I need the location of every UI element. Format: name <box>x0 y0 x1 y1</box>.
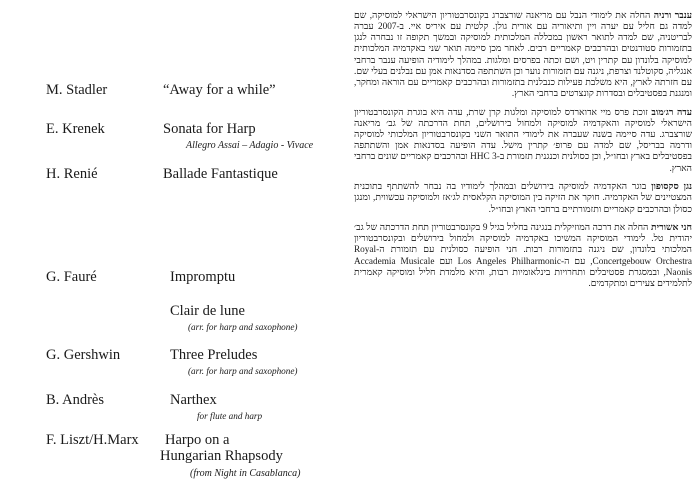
program-listing <box>0 0 345 500</box>
program-item-title: Ballade Fantastique <box>163 166 278 182</box>
program-item-subtitle: Allegro Assai – Adagio - Vivace <box>186 140 314 151</box>
program-item-composer: B. Andrès <box>46 392 104 408</box>
program-item-subtitle: (arr. for harp and saxophone) <box>188 322 298 332</box>
program-item-subtitle: for flute and harp <box>197 411 263 421</box>
program-item-composer: G. Fauré <box>46 269 97 285</box>
program-item-title-line2: Hungarian Rhapsody <box>160 448 283 464</box>
program-item-composer: H. Renié <box>46 166 98 182</box>
program-item-composer: G. Gershwin <box>46 347 121 363</box>
program-item-title: Impromptu <box>170 269 236 285</box>
program-item-title: “Away for a while” <box>163 82 276 98</box>
bio-paragraph <box>354 223 692 290</box>
bio-text: החלה את דרכה המוזיקלית בנגינה בחליל בגיל 9 בקונסרבטוריון תחת הדרכתה של גב׳ יהודית טל. לימודי המוסיקה המשיכו באקדמיה למוסיקה ולמחול בירושלים ובקונסרבטוריון המלכותי בלונדון, שם ניגנה בתזמורות רבות. חני הופיעה כסולנית עם תזמורת ה-Royal Concertgebouw Orchestra, עם ה-Los Angeles Philharmonic ועם Accademia Musicale Naonis, ובמסגרת פסטיבלים ותחרויות בינלאומיות רבות, והיא מלמדת חליל ומוסיקה קאמרית לתלמידים צעירים ומתקדמים. <box>354 223 692 289</box>
bio-text: זוכת פרס מיי אדוארדס למוסיקה ומלגות קרן שרת, עדה היא בוגרת הקונסרבטוריון הישראלי למוסיקה והאקדמיה למוסיקה ולמחול בירושלים, תחת הדרכתה של גב׳ מריאנה שורצברג. עדה סיימה בשנה שעברה את לימודי התואר השני בקונסרבטוריון המלכותי למוסיקה ודרמה בבריסל, שם למדה עם פרופ׳ קתרין מישל. עדה הופיעה בסדנאות אמן והשתתפה בפסטיבלים בארץ ובחו״ל, וכן כסולנית וכנגנית תזמורת ב-HHC 3 ובהרכבים קאמריים שונים ברחבי הארץ. <box>354 107 692 174</box>
bio-name: עדה רג׳מוב <box>651 107 692 118</box>
bio-text: החלה את לימודי הנבל עם מריאנה שורצברג בקונסרבטוריון הישראלי למוסיקה, שם למדה גם חליל עם יערה ויין ותיאוריה עם אורית גולן. קלטית עם איריס איי. ב-2007 עברה לבריטניה, שם למדה לתואר ראשון במכללה המלכותית למוסיקה ובמשך תקופה זו נבחרה לנגן בתזמורות סטודנטים ובהרכבים קאמריים רבים. לאחר מכן סיימה תואר שני באקדמיה המלכותית למוסיקה בלונדון עם קתרין ויט, ושם זכתה בפרסים ומלגות. במהלך לימודיה הופיעה ענבר ברחבי אנגליה, סקוטלנד וצרפת, ניגנה עם תזמורות נוער וכן השתתפה בסדנאות אמן עם נבלנים בעלי שם. עם חזרתה לארץ, היא משלבת פעילות כנבלנית בתזמורות ובהרכבים קאמריים עם הוראה ומחקר, ומנגנת בפסטיבלים ובסדרות קונצרטים ברחבי הארץ. <box>354 11 692 100</box>
bio-name: נגן סקסופון <box>651 182 692 193</box>
program-item-title: Sonata for Harp <box>163 121 256 137</box>
bio-paragraph <box>354 11 692 100</box>
program-item-title: Clair de lune <box>170 303 245 319</box>
bio-name: חני אשורית <box>651 223 692 234</box>
bio-text: בוגר האקדמיה למוסיקה בירושלים ובמהלך לימודיו בה נבחר להשתתף בתוכנית המצטיינים של האקדמיה. חוקר את הזיקה בין המוסיקה הקלאסית לג׳אז ולמוסיקה עכשווית, ומנגן כסולן ובהרכבים קאמריים ותזמורתיים ברחבי הארץ ובחו״ל. <box>354 182 692 215</box>
program-item-title: Three Preludes <box>170 347 258 363</box>
program-item-composer: E. Krenek <box>46 121 105 137</box>
program-item-title: Narthex <box>170 392 217 408</box>
program-item-composer: M. Stadler <box>46 82 108 98</box>
bio-name: ענבר ורניה <box>653 11 692 21</box>
program-item-title: Harpo on a <box>165 432 230 448</box>
bio-paragraph <box>354 108 692 175</box>
performer-bios <box>354 11 692 496</box>
program-item-subtitle: (from Night in Casablanca) <box>190 468 301 479</box>
bio-paragraph <box>354 182 692 215</box>
program-item-subtitle: (arr. for harp and saxophone) <box>188 366 298 376</box>
program-item-composer: F. Liszt/H.Marx <box>46 432 139 448</box>
